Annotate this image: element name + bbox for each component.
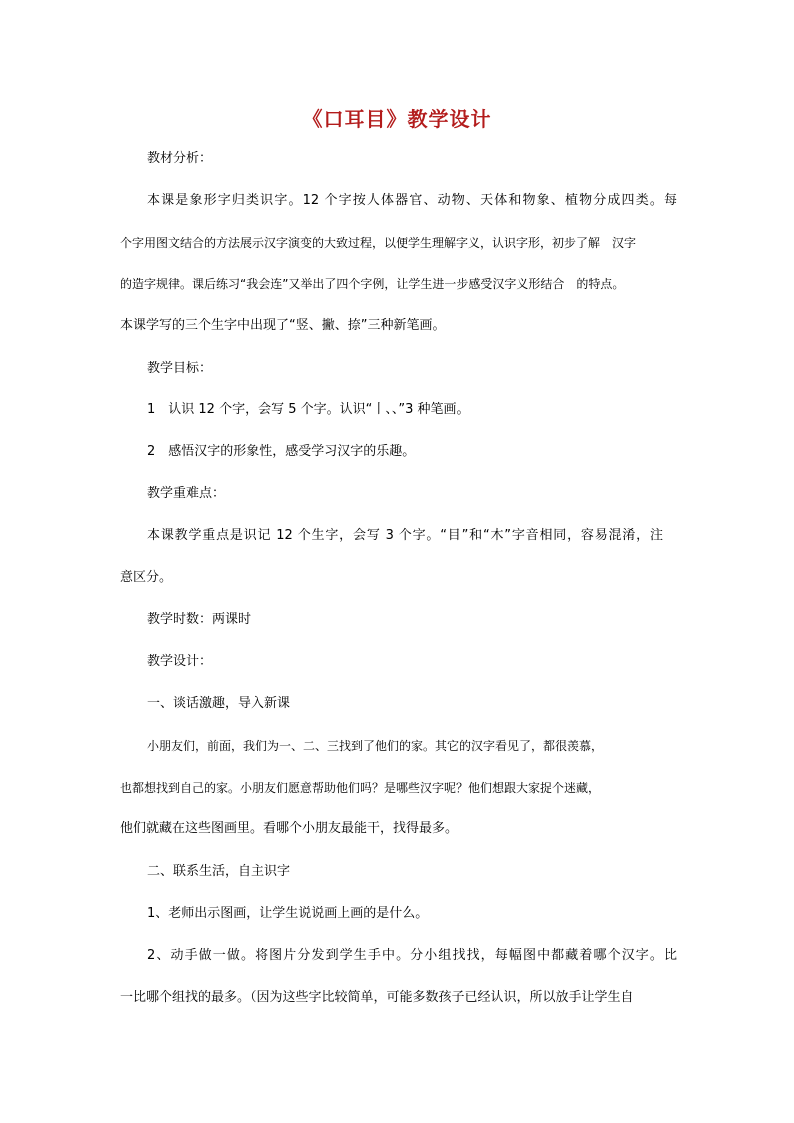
- section-heading: 一、谈话激趣，导入新课: [147, 696, 291, 711]
- paragraph-line: 本课学写的三个生字中出现了“竖、撇、捺”三种新笔画。: [120, 318, 446, 333]
- paragraph-line: 他们就藏在这些图画里。看哪个小朋友最能干，找得最多。: [120, 821, 459, 836]
- paragraph-line: 本课是象形字归类识字。12 个字按人体器官、动物、天体和物象、植物分成四类。每: [147, 193, 677, 208]
- paragraph-line: 意区分。: [120, 570, 173, 585]
- heading-material-analysis: 教材分析：: [147, 151, 213, 166]
- heading-teaching-goals: 教学目标：: [147, 361, 213, 376]
- paragraph-line: 一比哪个组找的最多。（因为这些字比较简单，可能多数孩子已经认识，所以放手让学生自: [120, 990, 634, 1005]
- step-item: 2、动手做一做。将图片分发到学生手中。分小组找找，每幅图中都藏着哪个汉字。比: [147, 948, 677, 963]
- goal-item: 2 感悟汉字的形象性，感受学习汉字的乐趣。: [147, 444, 416, 459]
- goal-item: 1 认识 12 个字，会写 5 个字。认识“丨、、”3 种笔画。: [147, 402, 470, 417]
- paragraph-line: 也都想找到自己的家。小朋友们愿意帮助他们吗？是哪些汉字呢？他们想跟大家捉个迷藏，: [120, 781, 601, 795]
- paragraph-line: 的造字规律。课后练习“我会连”又举出了四个字例，让学生进一步感受汉字义形结合 的特点。: [120, 277, 625, 291]
- section-heading: 二、联系生活，自主识字: [147, 864, 291, 879]
- heading-teaching-design: 教学设计：: [147, 654, 213, 669]
- paragraph-line: 本课教学重点是识记 12 个生字，会写 3 个字。“目”和“木”字音相同，容易混淆，注: [147, 528, 663, 543]
- paragraph-line: 个字用图文结合的方法展示汉字演变的大致过程，以便学生理解字义，认识字形，初步了解 汉字: [120, 236, 637, 250]
- teaching-hours: 教学时数：两课时: [147, 612, 252, 627]
- paragraph-line: 小朋友们，前面，我们为一、二、三找到了他们的家。其它的汉字看见了，都很羡慕，: [147, 739, 604, 753]
- document-title: 《口耳目》教学设计: [302, 107, 492, 131]
- heading-key-points: 教学重难点：: [147, 486, 226, 501]
- step-item: 1、老师出示图画，让学生说说画上画的是什么。: [147, 906, 429, 921]
